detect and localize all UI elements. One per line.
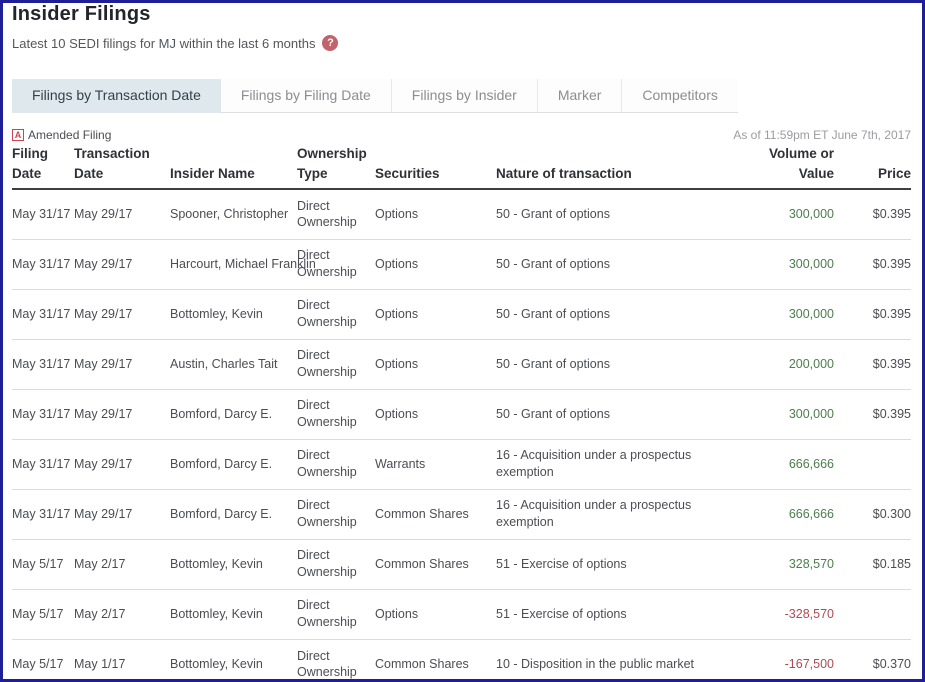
transaction-date-cell: May 2/17 <box>74 589 170 639</box>
transaction-date-cell: May 29/17 <box>74 339 170 389</box>
nature-of-transaction-cell: 50 - Grant of options <box>496 339 739 389</box>
filing-date-cell: May 5/17 <box>12 639 74 682</box>
nature-of-transaction-cell: 10 - Disposition in the public market <box>496 639 739 682</box>
column-header-value: Volume or Value <box>739 144 834 189</box>
insider-name-cell: Spooner, Christopher <box>170 206 289 221</box>
insider-name-cell: Austin, Charles Tait <box>170 339 297 389</box>
securities-cell: Options <box>375 289 496 339</box>
column-header-date: Filing Date <box>12 144 74 189</box>
table-row <box>12 589 911 639</box>
amended-filing-legend <box>12 128 111 142</box>
price-cell: $0.185 <box>834 539 911 589</box>
securities-cell: Common Shares <box>375 639 496 682</box>
volume-value-cell: 300,000 <box>739 289 834 339</box>
volume-value-cell: -167,500 <box>739 639 834 682</box>
ownership-type-cell: Direct Ownership <box>297 489 375 539</box>
securities-cell: Options <box>375 339 496 389</box>
nature-of-transaction-cell: 50 - Grant of options <box>496 289 739 339</box>
tabs-bar <box>12 79 911 113</box>
transaction-date-cell: May 1/17 <box>74 639 170 682</box>
help-icon[interactable]: ? <box>322 35 338 51</box>
table-row <box>12 539 911 589</box>
column-header-securities: Securities <box>375 144 496 189</box>
volume-value-cell: 328,570 <box>739 539 834 589</box>
ownership-type-cell: Direct Ownership <box>297 589 375 639</box>
as-of-timestamp: As of 11:59pm ET June 7th, 2017 <box>733 128 911 142</box>
price-cell: $0.370 <box>834 639 911 682</box>
column-header-price: Price <box>834 144 911 189</box>
tab-marker[interactable]: Marker <box>537 79 622 113</box>
insider-name-cell: Bottomley, Kevin <box>170 589 297 639</box>
volume-value-cell: 300,000 <box>788 206 834 221</box>
tab-filings-by-transaction-date[interactable]: Filings by Transaction Date <box>12 79 221 113</box>
ownership-type-cell: Direct Ownership <box>297 389 375 439</box>
filing-date-cell: May 31/17 <box>12 289 74 339</box>
transaction-date-cell: May 29/17 <box>74 289 170 339</box>
tab-filings-by-filing-date[interactable]: Filings by Filing Date <box>221 79 391 113</box>
volume-value-cell: 666,666 <box>739 489 834 539</box>
ownership-type-cell: Direct Ownership <box>297 639 375 682</box>
filing-date-cell: May 31/17 <box>12 339 74 389</box>
table-row <box>12 639 911 682</box>
insider-name-cell: Harcourt, Michael Franklin <box>170 239 297 289</box>
transaction-date-cell: May 2/17 <box>74 539 170 589</box>
price-cell: $0.300 <box>834 489 911 539</box>
filings-table <box>12 144 911 682</box>
table-row <box>12 389 911 439</box>
nature-of-transaction-cell: 51 - Exercise of options <box>496 539 739 589</box>
volume-value-cell: 300,000 <box>739 389 834 439</box>
insider-name-cell: Bottomley, Kevin <box>170 539 297 589</box>
table-row <box>12 189 911 239</box>
securities-cell: Common Shares <box>375 539 496 589</box>
filing-date-cell: May 31/17 <box>12 239 74 289</box>
column-header-type: Ownership Type <box>297 144 375 189</box>
ownership-type-cell: Direct Ownership <box>297 439 375 489</box>
ownership-type-cell: Direct Ownership <box>297 198 357 230</box>
page-subtitle: Latest 10 SEDI filings for MJ within the last 6 months <box>12 35 316 51</box>
tab-filings-by-insider[interactable]: Filings by Insider <box>391 79 537 113</box>
price-cell: $0.395 <box>834 339 911 389</box>
volume-value-cell: -328,570 <box>739 589 834 639</box>
ownership-type-cell: Direct Ownership <box>297 339 375 389</box>
transaction-date-cell: May 29/17 <box>74 239 170 289</box>
table-row <box>12 339 911 389</box>
column-header-date: Transaction Date <box>74 144 170 189</box>
volume-value-cell: 200,000 <box>739 339 834 389</box>
column-header-nature-of-transaction: Nature of transaction <box>496 144 739 189</box>
insider-name-cell: Bomford, Darcy E. <box>170 489 297 539</box>
price-cell: $0.395 <box>834 239 911 289</box>
securities-cell: Warrants <box>375 439 496 489</box>
price-cell: $0.395 <box>872 206 911 221</box>
filing-date-cell: May 31/17 <box>12 389 74 439</box>
transaction-date-cell: May 29/17 <box>74 206 133 221</box>
table-row <box>12 289 911 339</box>
tab-competitors[interactable]: Competitors <box>621 79 737 113</box>
volume-value-cell: 300,000 <box>739 239 834 289</box>
filing-date-cell: May 31/17 <box>12 206 71 221</box>
securities-cell: Common Shares <box>375 489 496 539</box>
transaction-date-cell: May 29/17 <box>74 389 170 439</box>
amended-filing-icon: A <box>12 129 24 141</box>
column-header-insider-name: Insider Name <box>170 144 297 189</box>
ownership-type-cell: Direct Ownership <box>297 539 375 589</box>
ownership-type-cell: Direct Ownership <box>297 239 375 289</box>
securities-cell: Options <box>375 389 496 439</box>
price-cell <box>834 589 911 639</box>
price-cell: $0.395 <box>834 289 911 339</box>
volume-value-cell: 666,666 <box>739 439 834 489</box>
nature-of-transaction-cell: 50 - Grant of options <box>496 389 739 439</box>
transaction-date-cell: May 29/17 <box>74 439 170 489</box>
nature-of-transaction-cell: 50 - Grant of options <box>496 239 739 289</box>
nature-of-transaction-cell: 16 - Acquisition under a prospectus exemption <box>496 439 739 489</box>
filing-date-cell: May 31/17 <box>12 489 74 539</box>
ownership-type-cell: Direct Ownership <box>297 289 375 339</box>
filings-table-header <box>12 144 911 189</box>
filing-date-cell: May 5/17 <box>12 589 74 639</box>
price-cell <box>834 439 911 489</box>
table-row <box>12 239 911 289</box>
price-cell: $0.395 <box>834 389 911 439</box>
securities-cell: Options <box>375 239 496 289</box>
page-title: Insider Filings <box>12 3 151 25</box>
table-row <box>12 489 911 539</box>
filing-date-cell: May 31/17 <box>12 439 74 489</box>
insider-name-cell: Bottomley, Kevin <box>170 289 297 339</box>
nature-of-transaction-cell: 51 - Exercise of options <box>496 589 739 639</box>
securities-cell: Options <box>375 206 419 221</box>
insider-name-cell: Bottomley, Kevin <box>170 639 297 682</box>
insider-name-cell: Bomford, Darcy E. <box>170 439 297 489</box>
filing-date-cell: May 5/17 <box>12 539 74 589</box>
securities-cell: Options <box>375 589 496 639</box>
insider-name-cell: Bomford, Darcy E. <box>170 389 297 439</box>
table-row <box>12 439 911 489</box>
amended-filing-label: Amended Filing <box>28 128 112 142</box>
transaction-date-cell: May 29/17 <box>74 489 170 539</box>
nature-of-transaction-cell: 16 - Acquisition under a prospectus exemption <box>496 489 739 539</box>
nature-of-transaction-cell: 50 - Grant of options <box>496 206 610 221</box>
